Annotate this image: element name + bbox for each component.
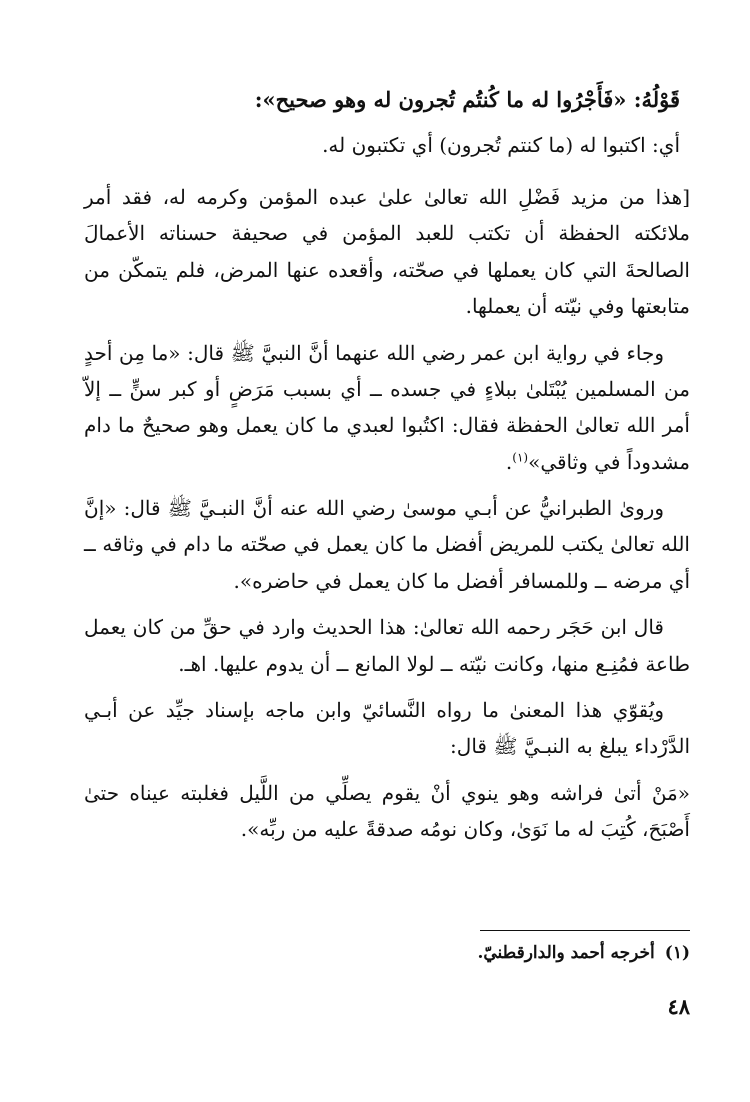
page-number: ٤٨ [667,994,690,1019]
paragraph-1: أي: اكتبوا له (ما كنتم تُجرون) أي تكتبون له. [322,132,680,157]
paragraph-3-end: . [505,449,513,474]
paragraph-7: «مَنْ أتىٰ فراشه وهو ينوي أنْ يقوم يصلِّي من اللَّيل فغلبته عيناه حتىٰ أَصْبَحَ، كُتِبَ له ما نَوَىٰ، وكان نومُه صدقةً عليه من ربِّه». [84,780,690,842]
footnote-marker: (١) [512,450,529,465]
footnote-number: (١) [664,943,690,963]
paragraph-4: وروىٰ الطبرانيُّ عن أبـي موسىٰ رضي الله عنه أنَّ النبـيَّ ﷺ قال: «إنَّ الله تعالىٰ يكتب للمريض أفضل ما كان يعمل في صحّته ما دام في وثاقه ــ أي مرضه ــ وللمسافر أفضل ما كان يعمل في حاضره». [84,496,690,593]
paragraph-5: قال ابن حَجَر رحمه الله تعالىٰ: هذا الحديث وارد في حقِّ من كان يعمل طاعة فمُنِـع منها، وكانت نيّته ــ لولا المانع ــ أن يدوم عليها. اهـ. [84,615,690,676]
book-page [84,84,690,1102]
footnote-text: أخرجه أحمد والدارقطنيّ. [477,943,655,963]
paragraph-3-text: وجاء في رواية ابن عمر رضي الله عنهما أنَّ النبيَّ ﷺ قال: «ما مِن أحدٍ من المسلمين يُبْتَلىٰ ببلاءٍ في جسده ــ أي بسبب مَرَضٍ أو كبر سنٍّ ــ إلاّ أمر الله تعالىٰ الحفظة فقال: اكتُبوا لعبدي ما كان يعمل وهو صحيحٌ ما دام مشدوداً في وثاقي» [84,340,690,474]
section-heading: قَوْلُهُ: «فَأَجْرُوا له ما كُنتُم تُجرون له وهو صحيح»: [254,87,680,112]
footnote [477,940,690,967]
paragraph-6: ويُقوّي هذا المعنىٰ ما رواه النَّسائيّ وابن ماجه بإسناد جيِّد عن أبـي الدَّرْداء يبلغ به النبـيَّ ﷺ قال: [84,698,690,759]
paragraph-3 [84,335,690,481]
paragraph-2: [هذا من مزيد فَضْلِ الله تعالىٰ علىٰ عبده المؤمن وكرمه له، فقد أمر ملائكته الحفظة أن تكتب للعبد المؤمن في صحيفة حسناته الأعمالَ الصالحةَ التي كان يعملها في صحّته، وأقعده عنها المرض، فلم يتمكّن من متابعتها وفي نيّته أن يعملها. [84,184,690,319]
footnote-divider [480,930,690,931]
